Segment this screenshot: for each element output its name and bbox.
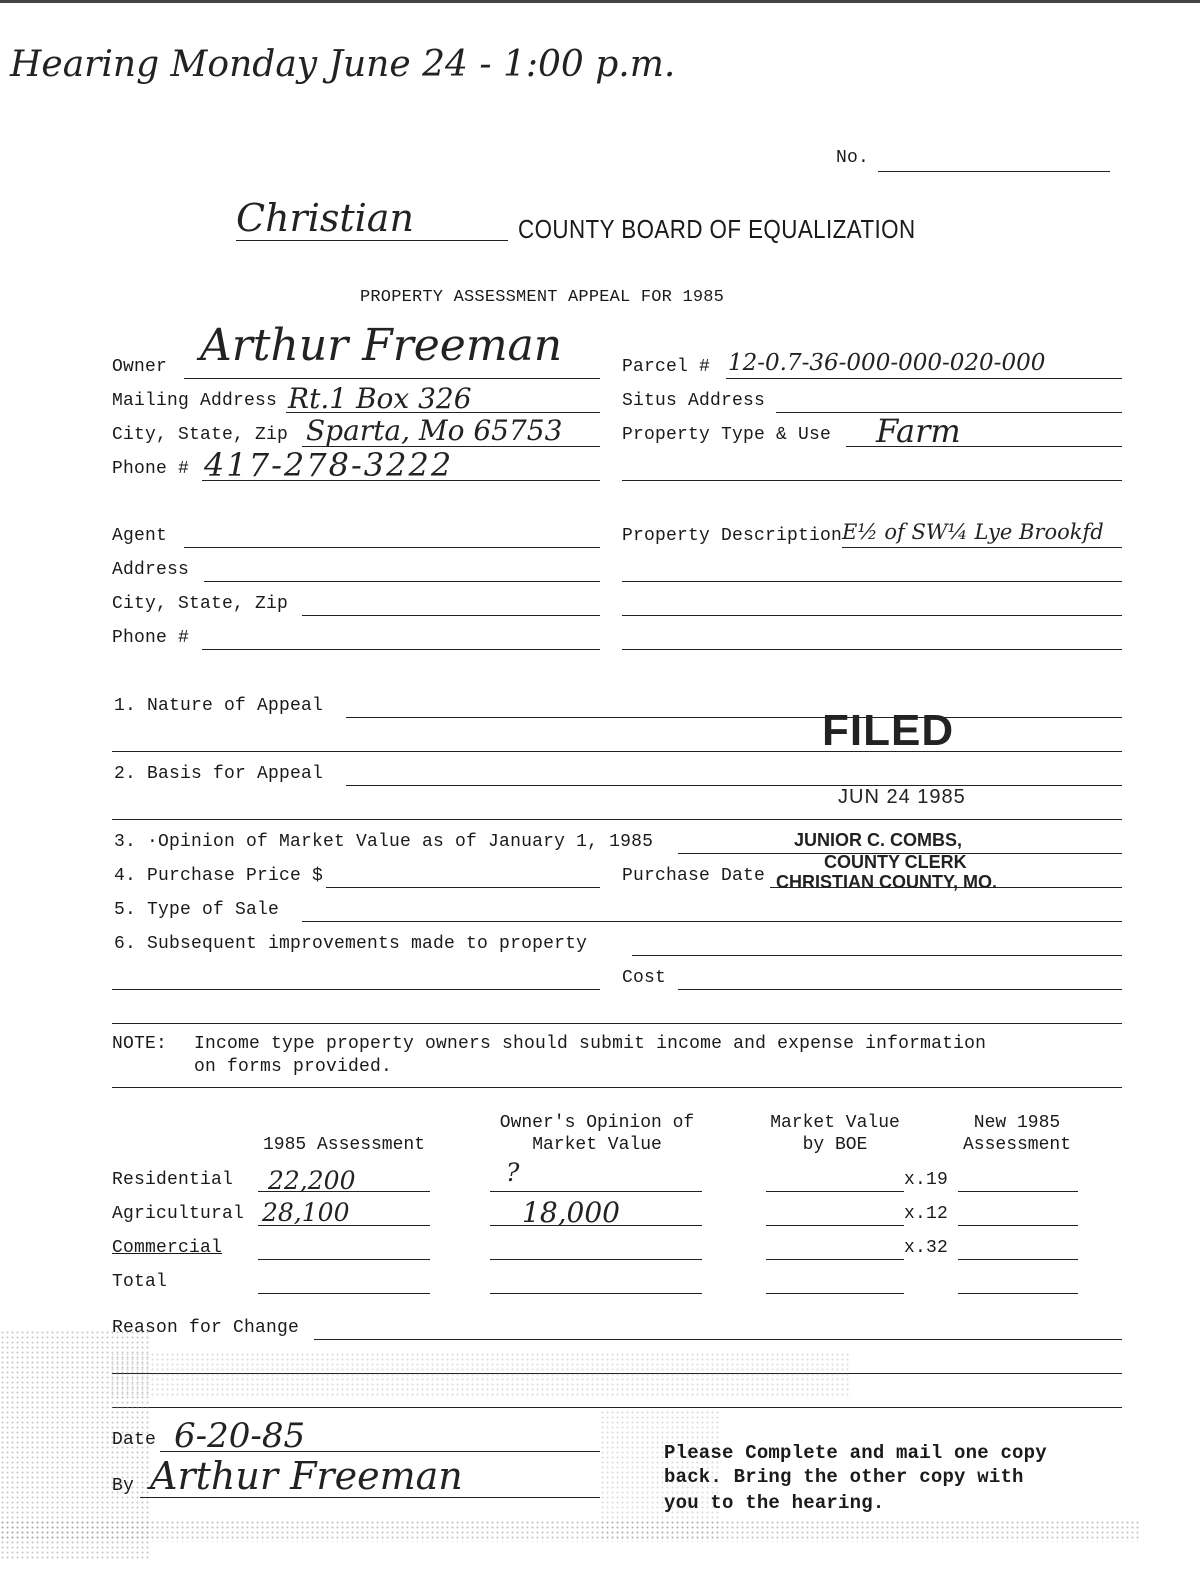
col-new-assessment-1: New 1985 bbox=[973, 1113, 1061, 1133]
property-extra-line[interactable] bbox=[622, 480, 1122, 481]
purchase-price-field[interactable] bbox=[326, 887, 600, 888]
row-commercial-new-assessment-field[interactable] bbox=[958, 1259, 1078, 1260]
property-description-value: E½ of SW¼ Lye Brookfd bbox=[842, 520, 1104, 544]
form-subtitle: PROPERTY ASSESSMENT APPEAL FOR 1985 bbox=[360, 288, 725, 307]
row-residential-opinion: ? bbox=[506, 1158, 520, 1187]
note-divider bbox=[112, 1087, 1122, 1088]
filed-stamp: FILED bbox=[822, 706, 955, 755]
row-agricultural-assessment: 28,100 bbox=[262, 1198, 350, 1227]
owner-signature-value: Arthur Freeman bbox=[200, 320, 563, 371]
agent-label: Agent bbox=[112, 526, 168, 546]
reason-for-change-label: Reason for Change bbox=[112, 1318, 300, 1338]
row-agricultural-assessment-field[interactable] bbox=[258, 1225, 430, 1226]
owner-phone-label: Phone # bbox=[112, 459, 190, 479]
note-line-2: on forms provided. bbox=[194, 1057, 393, 1077]
row-commercial-opinion-field[interactable] bbox=[490, 1259, 702, 1260]
row-agricultural-new-assessment-field[interactable] bbox=[958, 1225, 1078, 1226]
property-description-label: Property Description bbox=[622, 526, 843, 546]
row-agricultural-opinion: 18,000 bbox=[522, 1196, 620, 1229]
county-handwritten: Christian bbox=[236, 196, 414, 240]
form-number-label: No. bbox=[836, 148, 870, 168]
owner-city-value: Sparta, Mo 65753 bbox=[306, 414, 563, 447]
nature-of-appeal-line-2[interactable] bbox=[112, 751, 1122, 752]
nature-of-appeal-field[interactable] bbox=[346, 717, 1122, 718]
owner-phone-value: 417-278-3222 bbox=[204, 446, 454, 484]
basis-for-appeal-label: 2. Basis for Appeal bbox=[114, 764, 324, 784]
row-total-opinion-field[interactable] bbox=[490, 1293, 702, 1294]
date-label: Date bbox=[112, 1430, 157, 1450]
stamp-clerk-title: COUNTY CLERK bbox=[824, 852, 967, 872]
basis-for-appeal-field[interactable] bbox=[346, 785, 1122, 786]
instructions-line-1: Please Complete and mail one copy bbox=[664, 1442, 1047, 1464]
purchase-price-label: 4. Purchase Price $ bbox=[114, 866, 324, 886]
opinion-market-value-label: 3. ·Opinion of Market Value as of January 1, 1985 bbox=[114, 832, 654, 852]
agent-address-field[interactable] bbox=[204, 581, 600, 582]
agent-phone-field[interactable] bbox=[202, 649, 600, 650]
row-agricultural-boe-field[interactable] bbox=[766, 1225, 904, 1226]
row-residential-new-assessment-field[interactable] bbox=[958, 1191, 1078, 1192]
date-field[interactable] bbox=[160, 1451, 600, 1452]
filed-stamp-date: JUN 24 1985 bbox=[838, 786, 966, 808]
improvements-field[interactable] bbox=[632, 955, 1122, 956]
owner-field[interactable] bbox=[184, 378, 600, 379]
improvements-label: 6. Subsequent improvements made to property bbox=[114, 934, 588, 954]
property-description-line-3[interactable] bbox=[622, 615, 1122, 616]
row-total-label: Total bbox=[112, 1272, 168, 1292]
reason-for-change-field[interactable] bbox=[314, 1339, 1122, 1340]
note-label: NOTE: bbox=[112, 1034, 168, 1054]
board-title: COUNTY BOARD OF EQUALIZATION bbox=[518, 214, 916, 244]
agent-field[interactable] bbox=[184, 547, 600, 548]
stamp-county: CHRISTIAN COUNTY, MO. bbox=[776, 872, 998, 892]
row-total-boe-field[interactable] bbox=[766, 1293, 904, 1294]
owner-city-label: City, State, Zip bbox=[112, 425, 289, 445]
scan-noise-bottom bbox=[0, 1520, 1140, 1542]
row-total-new-assessment-field[interactable] bbox=[958, 1293, 1078, 1294]
note-line-1: Income type property owners should submit income and expense information bbox=[194, 1034, 987, 1054]
row-residential-boe-field[interactable] bbox=[766, 1191, 904, 1192]
row-commercial-assessment-field[interactable] bbox=[258, 1259, 430, 1260]
improvements-line-3[interactable] bbox=[112, 1023, 1122, 1024]
type-of-sale-field[interactable] bbox=[302, 921, 1122, 922]
by-signature: Arthur Freeman bbox=[150, 1454, 463, 1498]
row-residential-label: Residential bbox=[112, 1170, 234, 1190]
cost-label: Cost bbox=[622, 968, 667, 988]
basis-for-appeal-line-2[interactable] bbox=[112, 819, 1122, 820]
improvements-line-2[interactable] bbox=[112, 989, 600, 990]
property-type-label: Property Type & Use bbox=[622, 425, 832, 445]
col-boe-2: by BOE bbox=[802, 1135, 868, 1155]
row-residential-assessment-field[interactable] bbox=[258, 1191, 430, 1192]
property-type-value: Farm bbox=[876, 412, 961, 450]
scan-noise-band bbox=[110, 1352, 850, 1396]
property-description-line-2[interactable] bbox=[622, 581, 1122, 582]
col-boe-1: Market Value bbox=[770, 1113, 900, 1133]
form-number-field[interactable] bbox=[878, 171, 1110, 172]
col-owner-opinion-2: Market Value bbox=[532, 1135, 662, 1155]
parcel-label: Parcel # bbox=[622, 357, 711, 377]
purchase-date-label: Purchase Date bbox=[622, 866, 766, 886]
county-field-line bbox=[236, 240, 508, 241]
reason-for-change-line-3[interactable] bbox=[112, 1407, 1122, 1408]
col-owner-opinion-1: Owner's Opinion of bbox=[499, 1113, 695, 1133]
by-field[interactable] bbox=[140, 1497, 600, 1498]
row-agricultural-opinion-field[interactable] bbox=[490, 1225, 702, 1226]
row-agricultural-label: Agricultural bbox=[112, 1204, 245, 1224]
agent-phone-label: Phone # bbox=[112, 628, 190, 648]
date-value: 6-20-85 bbox=[174, 1416, 306, 1456]
row-total-assessment-field[interactable] bbox=[258, 1293, 430, 1294]
mailing-address-label: Mailing Address bbox=[112, 391, 278, 411]
col-new-assessment-2: Assessment bbox=[962, 1135, 1072, 1155]
mailing-address-value: Rt.1 Box 326 bbox=[288, 382, 472, 415]
row-agricultural-factor: x.12 bbox=[904, 1204, 949, 1224]
row-commercial-label: Commercial bbox=[112, 1238, 223, 1258]
nature-of-appeal-label: 1. Nature of Appeal bbox=[114, 696, 324, 716]
situs-address-label: Situs Address bbox=[622, 391, 766, 411]
row-commercial-boe-field[interactable] bbox=[766, 1259, 904, 1260]
agent-city-label: City, State, Zip bbox=[112, 594, 289, 614]
agent-city-field[interactable] bbox=[302, 615, 600, 616]
stamp-clerk-name: JUNIOR C. COMBS, bbox=[794, 830, 963, 850]
instructions-line-3: you to the hearing. bbox=[664, 1492, 885, 1514]
parcel-value: 12-0.7-36-000-000-020-000 bbox=[728, 350, 1046, 376]
row-commercial-factor: x.32 bbox=[904, 1238, 949, 1258]
instructions-line-2: back. Bring the other copy with bbox=[664, 1466, 1024, 1488]
cost-field[interactable] bbox=[678, 989, 1122, 990]
by-label: By bbox=[112, 1476, 135, 1496]
row-residential-factor: x.19 bbox=[904, 1170, 949, 1190]
owner-label: Owner bbox=[112, 357, 168, 377]
agent-address-label: Address bbox=[112, 560, 190, 580]
property-description-line-4[interactable] bbox=[622, 649, 1122, 650]
type-of-sale-label: 5. Type of Sale bbox=[114, 900, 280, 920]
property-description-field[interactable] bbox=[842, 547, 1122, 548]
row-residential-opinion-field[interactable] bbox=[490, 1191, 702, 1192]
hearing-note: Hearing Monday June 24 - 1:00 p.m. bbox=[10, 44, 676, 85]
parcel-field[interactable] bbox=[726, 378, 1122, 379]
top-edge-rule bbox=[0, 0, 1200, 3]
row-residential-assessment: 22,200 bbox=[268, 1166, 356, 1195]
col-1985-assessment: 1985 Assessment bbox=[262, 1135, 426, 1155]
